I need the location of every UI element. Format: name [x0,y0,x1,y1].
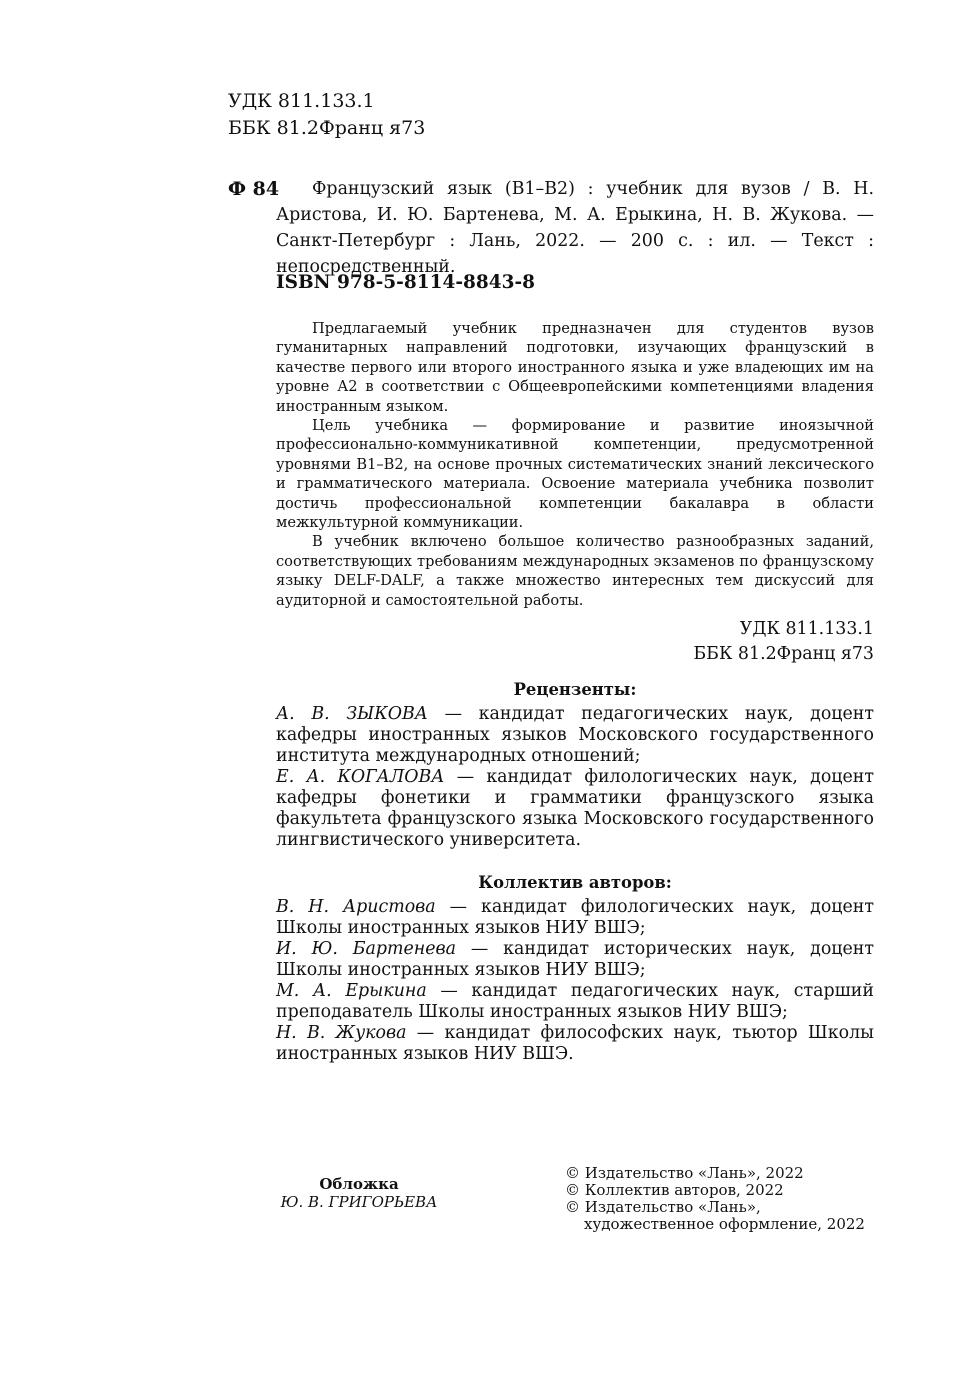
author-desc: — кандидат филологических наук, доцент Школы иностранных языков НИУ ВШЭ; [276,897,874,938]
reviewer-desc: — кандидат филологических наук, доцент кафедры фонетики и грамматики французского языка факультета французского языка Московского государственного лингвистического университета. [276,767,874,850]
author-name: М. А. Ерыкина [276,981,427,1001]
bibliographic-record: Французский язык (В1–В2) : учебник для вузов / В. Н. Аристова, И. Ю. Бартенева, М. А. Ерыкина, Н. В. Жукова. — Санкт-Петербург : Лань, 2022. — 200 с. : ил. — Текст : непосредственный. [276,179,874,277]
copyright-line: © Издательство «Лань», [565,1198,761,1216]
copyright-line: художественное оформление, 2022 [584,1215,865,1233]
copyright-line: © Издательство «Лань», 2022 [565,1164,804,1182]
reviewer-entry [276,767,874,851]
author-name: И. Ю. Бартенева [276,939,457,959]
classification-bottom [276,617,874,667]
author-name: В. Н. Аристова [276,897,436,917]
reviewers-heading: Рецензенты: [513,680,637,699]
author-mark: Ф 84 [228,178,280,200]
author-desc: — кандидат исторических наук, доцент Школы иностранных языков НИУ ВШЭ; [276,939,874,980]
author-entry [276,897,874,939]
authors-heading: Коллектив авторов: [478,873,672,892]
reviewer-name: А. В. ЗЫКОВА [276,704,428,724]
abstract-paragraph: Предлагаемый учебник предназначен для студентов вузов гуманитарных направлений подготовки, изучающих французский в качестве первого или второго иностранного языка и уже владеющих им на уровне А2 в соответствии с Общеевропейскими компетенциями владения иностранным языком. [276,320,874,415]
credits [276,679,874,1065]
reviewer-entry [276,704,874,767]
classification-top [228,88,425,142]
author-entry [276,939,874,981]
abstract-paragraph: В учебник включено большое количество разнообразных заданий, соответствующих требованиям международных экзаменов по французскому языку DELF-DALF, а также множество интересных тем дискуссий для аудиторной и самостоятельной работы. [276,533,874,609]
cover-designer: Ю. В. ГРИГОРЬЕВА [280,1193,438,1211]
udk-code: УДК 811.133.1 [739,619,874,639]
abstract-paragraph: Цель учебника — формирование и развитие иноязычной профессионально-коммуникативной компетенции, предусмотренной уровнями В1–В2, на основе прочных систематических знаний лексического и грамматического материала. Освоение материала учебника позволит достичь профессиональной компетенции бакалавра в области межкультурной коммуникации. [276,417,874,532]
cover-label: Обложка [319,1175,399,1193]
copyright-line: © Коллектив авторов, 2022 [565,1181,784,1199]
author-entry [276,1023,874,1065]
bbk-code: ББК 81.2Франц я73 [228,117,426,139]
author-entry [276,981,874,1023]
abstract [276,319,874,610]
copyright-block [565,1165,865,1233]
isbn: ISBN 978-5-8114-8843-8 [276,272,536,293]
author-name: Н. В. Жукова [276,1023,407,1043]
cover-credit [274,1175,444,1211]
bbk-code: ББК 81.2Франц я73 [693,644,874,664]
author-desc: — кандидат педагогических наук, старший преподаватель Школы иностранных языков НИУ ВШЭ; [276,981,874,1022]
author-desc: — кандидат философских наук, тьютор Школы иностранных языков НИУ ВШЭ. [276,1023,875,1064]
reviewer-desc: — кандидат педагогических наук, доцент кафедры иностранных языков Московского государственного института международных отношений; [276,704,874,766]
reviewer-name: Е. А. КОГАЛОВА [276,767,445,787]
udk-code: УДК 811.133.1 [228,90,375,112]
